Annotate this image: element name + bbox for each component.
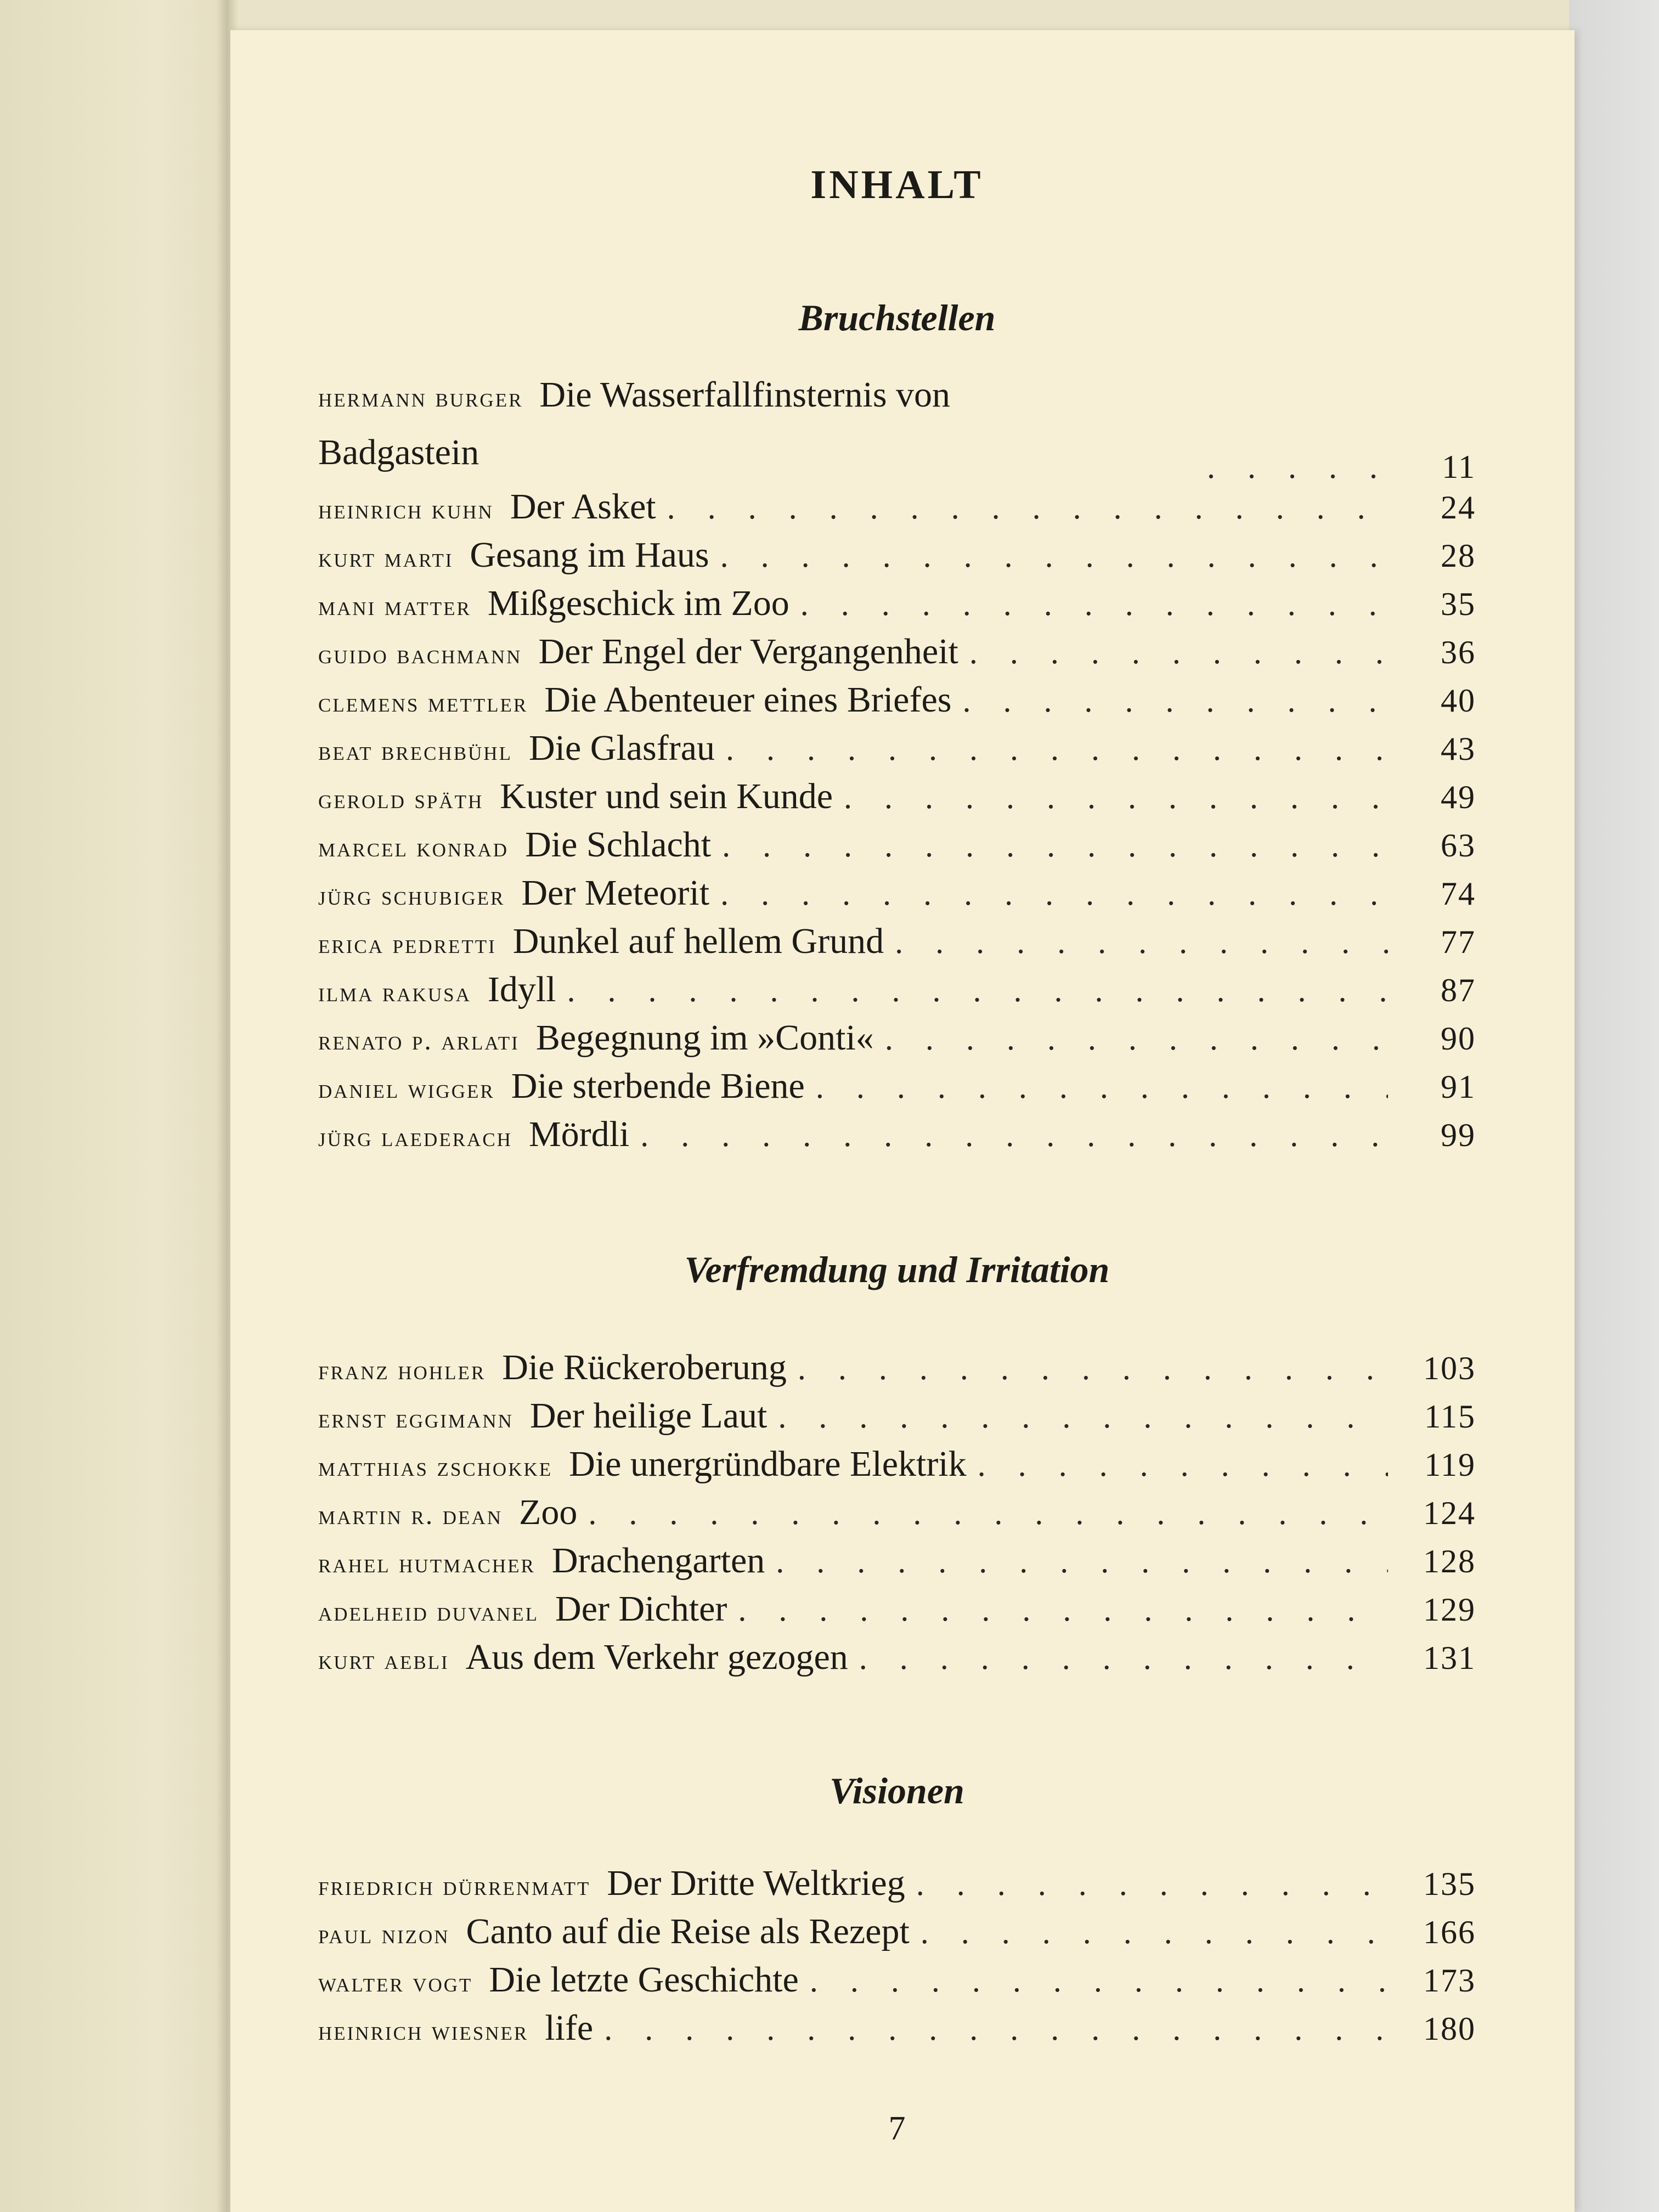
entry-page-number: 36 (1441, 634, 1476, 670)
entry-title: Zoo (519, 1492, 578, 1532)
toc-entry (318, 1588, 1476, 1637)
entry-title: Mördli (528, 1114, 630, 1154)
entry-page-number: 180 (1423, 2011, 1476, 2047)
entry-page-number: 35 (1441, 586, 1476, 622)
entry-author: ilma rakusa (318, 977, 471, 1007)
entry-page-number: 103 (1423, 1350, 1476, 1386)
dot-leader (778, 1398, 1388, 1436)
entry-text (318, 371, 1196, 486)
toc-entry (318, 1395, 1476, 1443)
toc-entry (318, 1863, 1476, 1911)
entry-title: Die Schlacht (525, 825, 712, 865)
entry-page-number: 49 (1441, 779, 1476, 815)
section-heading-visionen: Visionen (830, 1770, 964, 1812)
toc-entry (318, 375, 1476, 486)
entry-title: life (545, 2008, 594, 2048)
dot-leader (962, 682, 1388, 720)
toc-entry (318, 824, 1476, 872)
entry-author: marcel konrad (318, 832, 509, 862)
entry-title: Die sterbende Biene (511, 1066, 805, 1106)
toc-entry (318, 1540, 1476, 1588)
entry-title: Der Dichter (555, 1589, 727, 1629)
entry-title: Die Rückeroberung (502, 1347, 787, 1387)
toc-entry (318, 2007, 1476, 2056)
entry-author: erica pedretti (318, 928, 496, 959)
entry-author: heinrich kuhn (318, 494, 494, 524)
entry-author: franz hohler (318, 1355, 486, 1385)
dot-leader (567, 972, 1388, 1009)
section-entries-visionen (318, 1863, 1476, 2056)
dot-leader (916, 1865, 1388, 1903)
dot-leader (798, 1350, 1388, 1387)
dot-leader (738, 1591, 1388, 1629)
left-facing-page (0, 0, 228, 2212)
entry-author: adelheid duvanel (318, 1596, 539, 1627)
section-entries-bruchstellen (318, 375, 1476, 1162)
toc-entry (318, 921, 1476, 969)
entry-title: Die Abenteuer eines Briefes (544, 680, 952, 720)
entry-title: Die Glasfrau (528, 728, 715, 768)
toc-entry (318, 1114, 1476, 1162)
entry-title: Gesang im Haus (470, 535, 709, 575)
toc-entry (318, 776, 1476, 824)
dot-leader (1207, 448, 1388, 486)
dot-leader (720, 875, 1388, 913)
section-heading-bruchstellen: Bruchstellen (798, 297, 996, 338)
entry-author: kurt aebli (318, 1644, 449, 1675)
page-title: INHALT (810, 162, 984, 207)
entry-author: renato p. arlati (318, 1025, 520, 1056)
toc-entry (318, 727, 1476, 776)
entry-author: heinrich wiesner (318, 2015, 529, 2046)
entry-author: paul nizon (318, 1918, 450, 1949)
entry-author: daniel wigger (318, 1073, 495, 1104)
toc-entry (318, 583, 1476, 631)
entry-title: Der Dritte Weltkrieg (607, 1863, 905, 1903)
dot-leader (844, 778, 1388, 816)
entry-page-number: 87 (1441, 972, 1476, 1008)
entry-page-number: 77 (1441, 924, 1476, 960)
entry-title: Dunkel auf hellem Grund (512, 921, 884, 961)
dot-leader (810, 1962, 1388, 2000)
entry-title: Der Meteorit (521, 873, 710, 913)
dot-leader (588, 1494, 1388, 1532)
toc-entry (318, 486, 1476, 534)
toc-entry (318, 534, 1476, 583)
entry-title: Der Asket (510, 487, 656, 527)
entry-author: kurt marti (318, 542, 454, 573)
toc-entry (318, 1492, 1476, 1540)
entry-page-number: 128 (1423, 1543, 1476, 1579)
entry-page-number: 91 (1441, 1069, 1476, 1105)
entry-title: Aus dem Verkehr gezogen (465, 1637, 848, 1677)
dot-leader (859, 1639, 1388, 1677)
entry-page-number: 119 (1424, 1447, 1476, 1483)
page-number: 7 (888, 2110, 906, 2147)
entry-author: beat brechbühl (318, 735, 512, 766)
entry-author: clemens mettler (318, 687, 528, 718)
toc-entry (318, 631, 1476, 679)
toc-entry (318, 1959, 1476, 2007)
entry-author: jürg schubiger (318, 880, 505, 911)
entry-page-number: 90 (1441, 1020, 1476, 1057)
section-entries-verfremdung (318, 1347, 1476, 1685)
entry-title: Der heilige Laut (529, 1396, 768, 1436)
entry-page-number: 74 (1441, 876, 1476, 912)
dot-leader (816, 1068, 1388, 1106)
toc-entry (318, 969, 1476, 1017)
dot-leader (800, 585, 1388, 623)
toc-entry (318, 1017, 1476, 1065)
table-surface (1569, 0, 1659, 2212)
entry-page-number: 24 (1441, 489, 1476, 526)
dot-leader (720, 537, 1388, 575)
book-page (230, 30, 1575, 2212)
entry-author: jürg laederach (318, 1121, 512, 1152)
entry-page-number: 115 (1424, 1398, 1476, 1435)
entry-author: ernst eggimann (318, 1403, 514, 1434)
entry-title: Die Wasserfallfinsternis von (539, 375, 951, 415)
entry-title-continued: Badgastein (318, 432, 479, 472)
dot-leader (969, 634, 1388, 672)
entry-page-number: 129 (1423, 1592, 1476, 1628)
dot-leader (978, 1446, 1388, 1484)
dot-leader (667, 489, 1388, 527)
entry-author: hermann burger (318, 382, 523, 413)
entry-page-number: 173 (1423, 1962, 1476, 1999)
toc-entry (318, 1347, 1476, 1395)
toc-entry (318, 1443, 1476, 1492)
entry-page-number: 43 (1441, 731, 1476, 767)
entry-author: rahel hutmacher (318, 1548, 535, 1578)
entry-title: Mißgeschick im Zoo (487, 583, 789, 623)
entry-title: Der Engel der Vergangenheit (538, 631, 958, 672)
section-heading-verfremdung: Verfremdung und Irritation (684, 1249, 1110, 1290)
toc-entry (318, 1637, 1476, 1685)
entry-title: Idyll (487, 969, 556, 1009)
entry-author: friedrich dürrenmatt (318, 1870, 591, 1901)
entry-page-number: 124 (1423, 1495, 1476, 1531)
entry-title: Die letzte Geschichte (489, 1960, 799, 2000)
entry-author: gerold späth (318, 783, 484, 814)
entry-title: Die unergründbare Elektrik (569, 1444, 967, 1484)
entry-title: Drachengarten (551, 1541, 765, 1581)
entry-page-number: 135 (1423, 1866, 1476, 1902)
dot-leader (722, 827, 1388, 865)
entry-page-number: 11 (1442, 449, 1476, 485)
dot-leader (640, 1116, 1388, 1154)
entry-author: matthias zschokke (318, 1451, 553, 1482)
entry-author: walter vogt (318, 1967, 473, 1997)
entry-title: Canto auf die Reise als Rezept (466, 1911, 910, 1951)
entry-title: Begegnung im »Conti« (535, 1018, 874, 1058)
dot-leader (885, 1020, 1388, 1058)
dot-leader (604, 2010, 1388, 2048)
entry-author: mani matter (318, 590, 471, 621)
entry-page-number: 40 (1441, 682, 1476, 719)
entry-author: martin r. dean (318, 1499, 503, 1530)
entry-page-number: 99 (1441, 1117, 1476, 1153)
entry-page-number: 166 (1423, 1914, 1476, 1950)
toc-entry (318, 872, 1476, 921)
dot-leader (776, 1543, 1388, 1581)
entry-author: guido bachmann (318, 639, 522, 669)
dot-leader (726, 730, 1388, 768)
dot-leader (921, 1914, 1388, 1951)
entry-title: Kuster und sein Kunde (500, 776, 833, 816)
toc-entry (318, 679, 1476, 727)
entry-page-number: 63 (1441, 827, 1476, 864)
entry-page-number: 131 (1423, 1640, 1476, 1676)
entry-page-number: 28 (1441, 538, 1476, 574)
toc-entry (318, 1911, 1476, 1959)
toc-entry (318, 1065, 1476, 1114)
dot-leader (895, 923, 1388, 961)
